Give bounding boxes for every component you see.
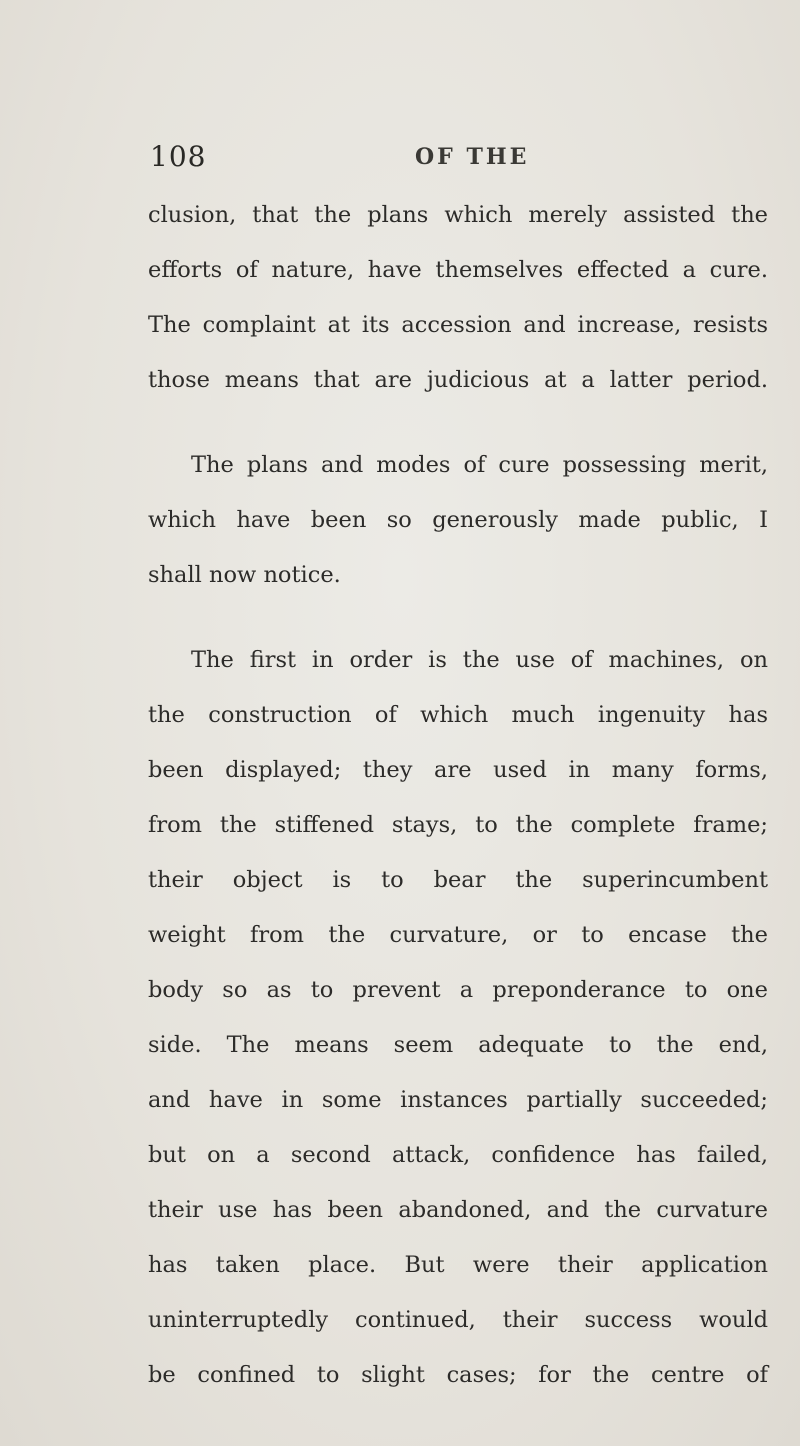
paragraph-3 <box>148 633 768 1403</box>
text-line: be confined to slight cases; for the centre of <box>148 1362 768 1388</box>
text-line: those means that are judicious at a latter period. <box>148 367 768 393</box>
text-line: body so as to prevent a preponderance to one <box>148 977 768 1003</box>
text-line: shall now notice. <box>148 562 341 588</box>
text-line: uninterruptedly continued, their success would <box>148 1307 768 1333</box>
paragraph-2 <box>148 438 768 603</box>
paragraph-gap <box>148 408 768 438</box>
text-line: The first in order is the use of machines, on <box>191 647 768 673</box>
text-line: their use has been abandoned, and the curvature <box>148 1197 768 1223</box>
text-line: efforts of nature, have themselves effected a cure. <box>148 257 768 283</box>
text-line: The complaint at its accession and increase, resists <box>148 312 768 338</box>
text-line: has taken place. But were their application <box>148 1252 768 1278</box>
text-line: which have been so generously made public, I <box>148 507 768 533</box>
text-line: and have in some instances partially succeeded; <box>148 1087 768 1113</box>
text-line: side. The means seem adequate to the end, <box>148 1032 768 1058</box>
text-line: The plans and modes of cure possessing merit, <box>191 452 768 478</box>
text-line: weight from the curvature, or to encase the <box>148 922 768 948</box>
text-line: but on a second attack, confidence has failed, <box>148 1142 768 1168</box>
body-text <box>148 188 768 1403</box>
running-head-title: OF THE <box>415 144 530 170</box>
paragraph-1 <box>148 188 768 408</box>
page-number: 108 <box>150 140 207 173</box>
text-line: their object is to bear the superincumbent <box>148 867 768 893</box>
text-line: been displayed; they are used in many forms, <box>148 757 768 783</box>
text-line: clusion, that the plans which merely assisted the <box>148 202 768 228</box>
running-head <box>150 140 770 180</box>
text-line: from the stiffened stays, to the complete frame; <box>148 812 768 838</box>
paragraph-gap <box>148 603 768 633</box>
text-line: the construction of which much ingenuity has <box>148 702 768 728</box>
